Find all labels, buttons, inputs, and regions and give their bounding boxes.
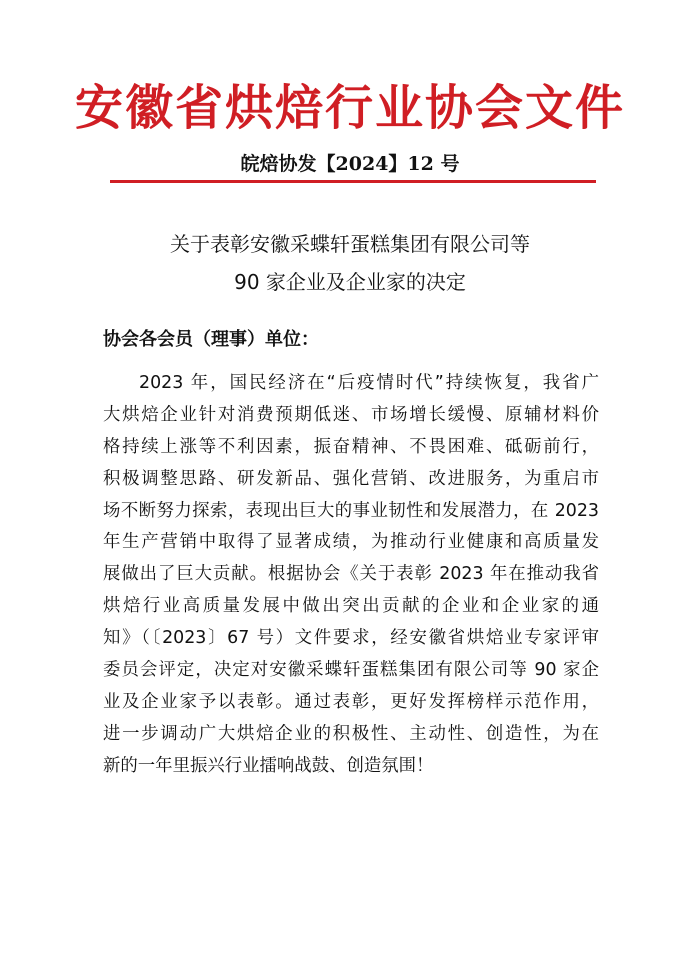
body-line: 大烘焙企业针对消费预期低迷、市场增长缓慢、原辅材料价 (103, 404, 599, 425)
body-line: 委员会评定，决定对安徽采蝶轩蛋糕集团有限公司等 90 家企 (103, 660, 599, 681)
body-line: 积极调整思路、研发新品、强化营销、改进服务，为重启市 (103, 468, 599, 489)
body-line: 格持续上涨等不利因素，振奋精神、不畏困难、砥砺前行， (103, 436, 599, 457)
red-divider-line (110, 180, 596, 183)
body-line: 进一步调动广大烘焙企业的积极性、主动性、创造性，为在 (103, 723, 599, 744)
body-line: 年生产营销中取得了显著成绩，为推动行业健康和高质量发 (103, 532, 599, 553)
body-line: 新的一年里振兴行业擂响战鼓、创造氛围！ (103, 755, 434, 776)
body-line: 2023 年，国民经济在“后疫情时代”持续恢复，我省广 (139, 373, 599, 393)
body-line: 业及企业家予以表彰。通过表彰，更好发挥榜样示范作用， (103, 691, 599, 712)
document-title (0, 225, 700, 301)
body-line: 知》（〔2023〕67 号）文件要求，经安徽省烘焙业专家评审 (103, 628, 599, 649)
document-number: 皖焙协发【2024】12 号 (240, 153, 460, 175)
body-line: 展做出了巨大贡献。根据协会《关于表彰 2023 年在推动我省 (103, 564, 599, 585)
body-line: 烘焙行业高质量发展中做出突出贡献的企业和企业家的通 (103, 596, 599, 617)
organization-header: 安徽省烘焙行业协会文件 (74, 80, 625, 136)
body-line: 场不断努力探索，表现出巨大的事业韧性和发展潜力，在 2023 (103, 500, 599, 521)
body-paragraph (103, 368, 599, 783)
salutation: 协会各会员（理事）单位： (103, 329, 319, 350)
title-line-1: 关于表彰安徽采蝶轩蛋糕集团有限公司等 (170, 232, 530, 256)
title-line-2: 90 家企业及企业家的决定 (234, 270, 466, 294)
